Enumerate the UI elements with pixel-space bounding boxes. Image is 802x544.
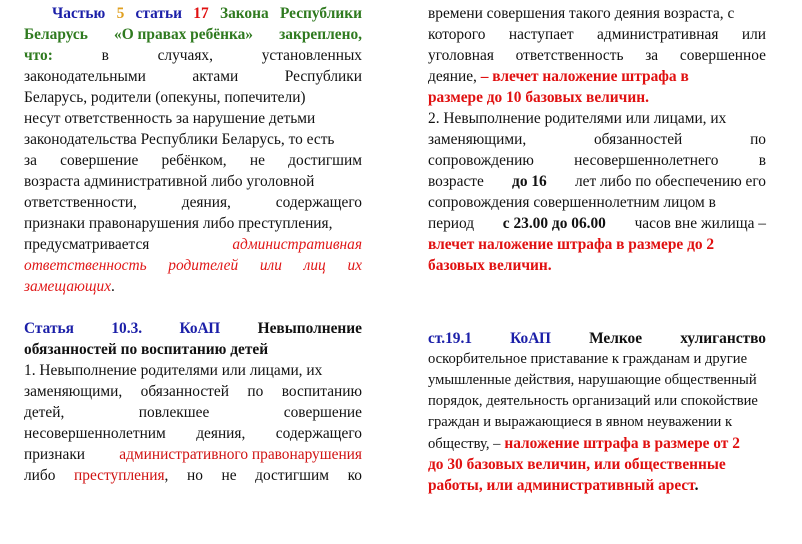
penalty-10: – влечет наложение штрафа в — [480, 68, 689, 85]
r-line-4: деяние, – влечет наложение штрафа в — [428, 68, 689, 85]
intro-line-11: признаки правонарушения либо преступления, — [24, 215, 333, 232]
law-name: «О правах ребёнка» — [114, 26, 253, 43]
article-19-1-heading: ст.19.1 КоАП Мелкое хулиганство — [428, 330, 766, 347]
r-p2-line-7: влечет наложение штрафа в размере до 2 — [428, 236, 715, 253]
article-10-3-heading: Статья 10.3. КоАП Невыполнение — [24, 320, 362, 337]
art10-line-5: детей, повлекшее совершение — [24, 404, 362, 421]
art10-line-7: признаки административного правонарушения — [24, 446, 362, 463]
art10-line-4: заменяющими, обязанностей по воспитанию — [24, 383, 362, 400]
r-p2-line-8: базовых величин. — [428, 257, 552, 274]
art10-line-8: либо преступления, но не достигшим ко — [24, 467, 362, 484]
intro-line-12: предусматривается административная — [24, 236, 362, 253]
intro-line-14: замещающих. — [24, 278, 115, 295]
intro-line-7: законодательства Республики Беларусь, то есть — [24, 131, 335, 148]
intro-line-3: что: в случаях, установленных — [24, 47, 362, 64]
article-10-3-title: обязанностей по воспитанию детей — [24, 341, 269, 358]
time-range: с 23.00 до 06.00 — [502, 215, 606, 232]
age-limit: до 16 — [512, 173, 547, 190]
art19-line-6: обществу, – наложение штрафа в размере от 2 — [428, 435, 740, 452]
art10-line-3: 1. Невыполнение родителями или лицами, их — [24, 362, 323, 379]
art19-line-2: оскорбительное приставание к гражданам и другие — [428, 351, 748, 367]
r-line-3: уголовная ответственность за совершенное — [428, 47, 766, 64]
art19-line-8: работы, или административный арест. — [428, 477, 699, 494]
intro-line-1: Частью 5 статьи 17 Закона Республики — [52, 5, 362, 22]
intro-line-13: ответственность родителей или лиц их — [24, 257, 362, 274]
intro-line-10: ответственности, деяния, содержащего — [24, 194, 362, 211]
intro-line-4: законодательными актами Республики — [24, 68, 362, 85]
r-p2-line-5: сопровождения совершеннолетним лицом в — [428, 194, 716, 211]
art19-line-3: умышленные действия, нарушающие общественный — [428, 372, 757, 388]
intro-line-9: возраста административной либо уголовной — [24, 173, 315, 190]
r-p2-line-6: период с 23.00 до 06.00 часов вне жилища – — [428, 215, 766, 232]
intro-line-2: Беларусь «О правах ребёнка» закреплено, — [24, 26, 362, 43]
art19-line-7: до 30 базовых величин, или общественные — [428, 456, 726, 473]
art10-line-6: несовершеннолетним деяния, содержащего — [24, 425, 362, 442]
r-p2-line-3: сопровождению несовершеннолетнего в — [428, 152, 766, 169]
r-line-5: размере до 10 базовых величин. — [428, 89, 649, 106]
r-p2-line-1: 2. Невыполнение родителями или лицами, их — [428, 110, 727, 127]
r-p2-line-4: возрасте до 16 лет либо по обеспечению его — [428, 173, 766, 190]
intro-line-6: несут ответственность за нарушение детьми — [24, 110, 316, 127]
intro-line-5: Беларусь, родители (опекуны, попечители) — [24, 89, 306, 106]
intro-line-8: за совершение ребёнком, не достигшим — [24, 152, 362, 169]
art19-line-5: граждан и выражающиеся в явном неуважении к — [428, 414, 733, 430]
r-p2-line-2: заменяющими, обязанностей по — [428, 131, 766, 148]
art19-line-4: порядок, деятельность организаций или спокойствие — [428, 393, 758, 409]
r-line-1: времени совершения такого деяния возраста, с — [428, 5, 735, 22]
r-line-2: которого наступает административная или — [428, 26, 766, 43]
